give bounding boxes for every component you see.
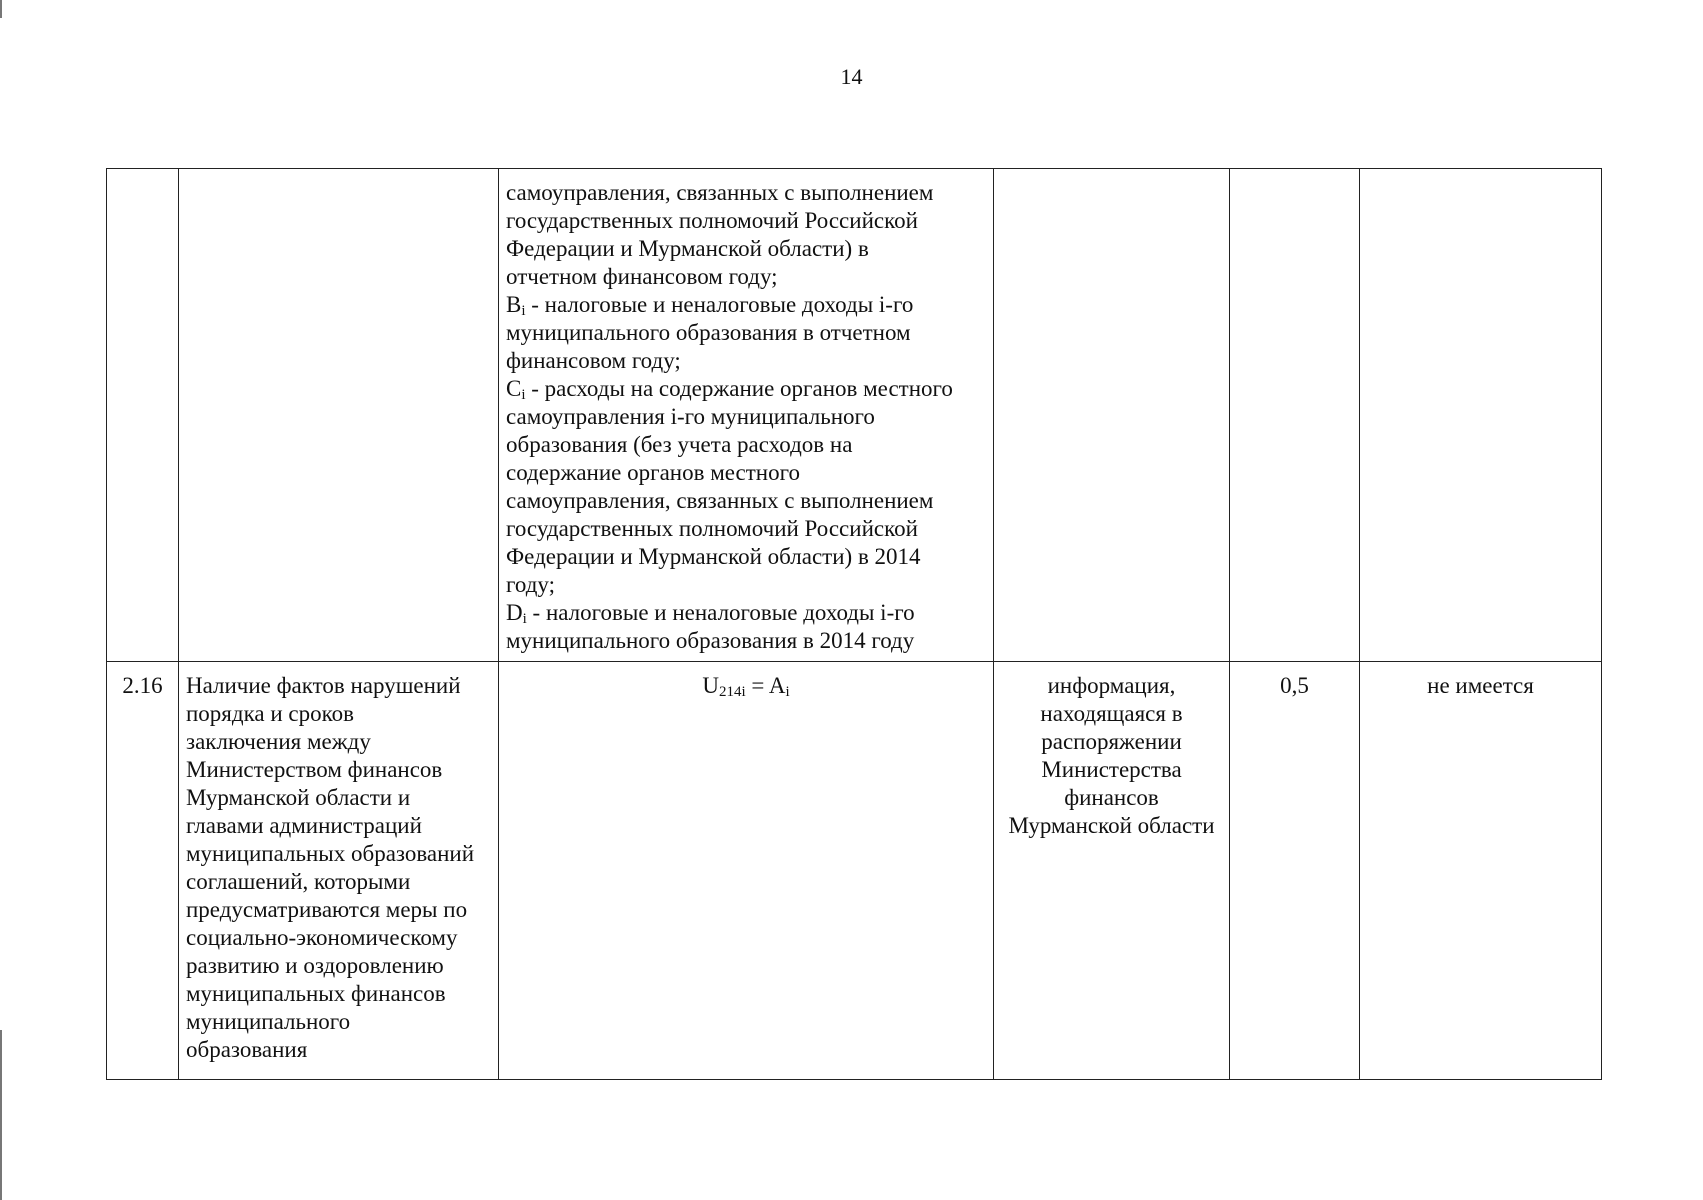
cell-number bbox=[107, 169, 179, 662]
cell-number: 2.16 bbox=[107, 662, 179, 1080]
definition-line bbox=[506, 291, 986, 319]
cell-indicator-name bbox=[179, 169, 499, 662]
name-line: соглашений, которыми bbox=[186, 869, 411, 894]
definition-text: - налоговые и неналоговые доходы i-го bbox=[526, 600, 915, 625]
definition-line: муниципального образования в отчетном bbox=[506, 320, 911, 345]
name-line: образования bbox=[186, 1037, 308, 1062]
cell-weight: 0,5 bbox=[1230, 662, 1360, 1080]
formula-lhs: U bbox=[702, 673, 719, 698]
formula-line: самоуправления, связанных с выполнением bbox=[506, 180, 934, 205]
symbol-d: D bbox=[506, 600, 523, 625]
formula-equals: = A bbox=[745, 673, 786, 698]
source-line: распоряжении bbox=[1041, 729, 1182, 754]
symbol-b: B bbox=[506, 292, 522, 317]
definition-text: - расходы на содержание органов местного bbox=[525, 376, 953, 401]
page-number: 14 bbox=[840, 64, 863, 89]
cell-source bbox=[994, 169, 1230, 662]
definition-line: финансовом году; bbox=[506, 348, 681, 373]
formula-line: Федерации и Мурманской области) в bbox=[506, 236, 869, 261]
cell-weight bbox=[1230, 169, 1360, 662]
formula-lhs-subscript: 214i bbox=[718, 684, 746, 700]
cell-source bbox=[994, 662, 1230, 1080]
definition-line: самоуправления i-го муниципального bbox=[506, 404, 875, 429]
cell-note: не имеется bbox=[1360, 662, 1602, 1080]
name-line: порядка и сроков bbox=[186, 701, 355, 726]
name-line: социально-экономическому bbox=[186, 925, 458, 950]
cell-formula bbox=[499, 662, 994, 1080]
indicators-table bbox=[106, 168, 1602, 1080]
name-line: предусматриваются меры по bbox=[186, 897, 468, 922]
definition-line bbox=[506, 599, 986, 627]
source-line: Мурманской области bbox=[1008, 813, 1215, 838]
table-row-2-16 bbox=[107, 662, 1602, 1080]
definition-line: самоуправления, связанных с выполнением bbox=[506, 488, 934, 513]
scan-edge-mark bbox=[0, 0, 2, 18]
cell-note bbox=[1360, 169, 1602, 662]
name-line: муниципального bbox=[186, 1009, 351, 1034]
name-line: главами администраций bbox=[186, 813, 422, 838]
name-line: муниципальных образований bbox=[186, 841, 475, 866]
cell-formula bbox=[499, 169, 994, 662]
name-line: Министерством финансов bbox=[186, 757, 443, 782]
definition-line: государственных полномочий Российской bbox=[506, 516, 918, 541]
definition-line: муниципального образования в 2014 году bbox=[506, 628, 915, 653]
definition-line: Федерации и Мурманской области) в 2014 bbox=[506, 544, 921, 569]
source-line: информация, bbox=[1047, 673, 1176, 698]
table-row-continued bbox=[107, 169, 1602, 662]
symbol-subscript: i bbox=[522, 611, 527, 627]
definition-line: содержание органов местного bbox=[506, 460, 800, 485]
source-line: Министерства bbox=[1041, 757, 1182, 782]
symbol-subscript: i bbox=[521, 387, 526, 403]
name-line: заключения между bbox=[186, 729, 371, 754]
name-line: муниципальных финансов bbox=[186, 981, 446, 1006]
source-line: находящаяся в bbox=[1040, 701, 1183, 726]
definition-line: году; bbox=[506, 572, 555, 597]
source-line: финансов bbox=[1064, 785, 1159, 810]
symbol-c: C bbox=[506, 376, 522, 401]
definition-line bbox=[506, 375, 986, 403]
definition-line: образования (без учета расходов на bbox=[506, 432, 853, 457]
formula-line: государственных полномочий Российской bbox=[506, 208, 918, 233]
name-line: Наличие фактов нарушений bbox=[186, 673, 461, 698]
cell-indicator-name bbox=[179, 662, 499, 1080]
definition-text: - налоговые и неналоговые доходы i-го bbox=[525, 292, 914, 317]
formula-rhs-subscript: i bbox=[785, 684, 790, 700]
name-line: Мурманской области и bbox=[186, 785, 411, 810]
scan-edge-mark bbox=[0, 1030, 2, 1200]
symbol-subscript: i bbox=[521, 303, 526, 319]
name-line: развитию и оздоровлению bbox=[186, 953, 444, 978]
formula-line: отчетном финансовом году; bbox=[506, 264, 778, 289]
